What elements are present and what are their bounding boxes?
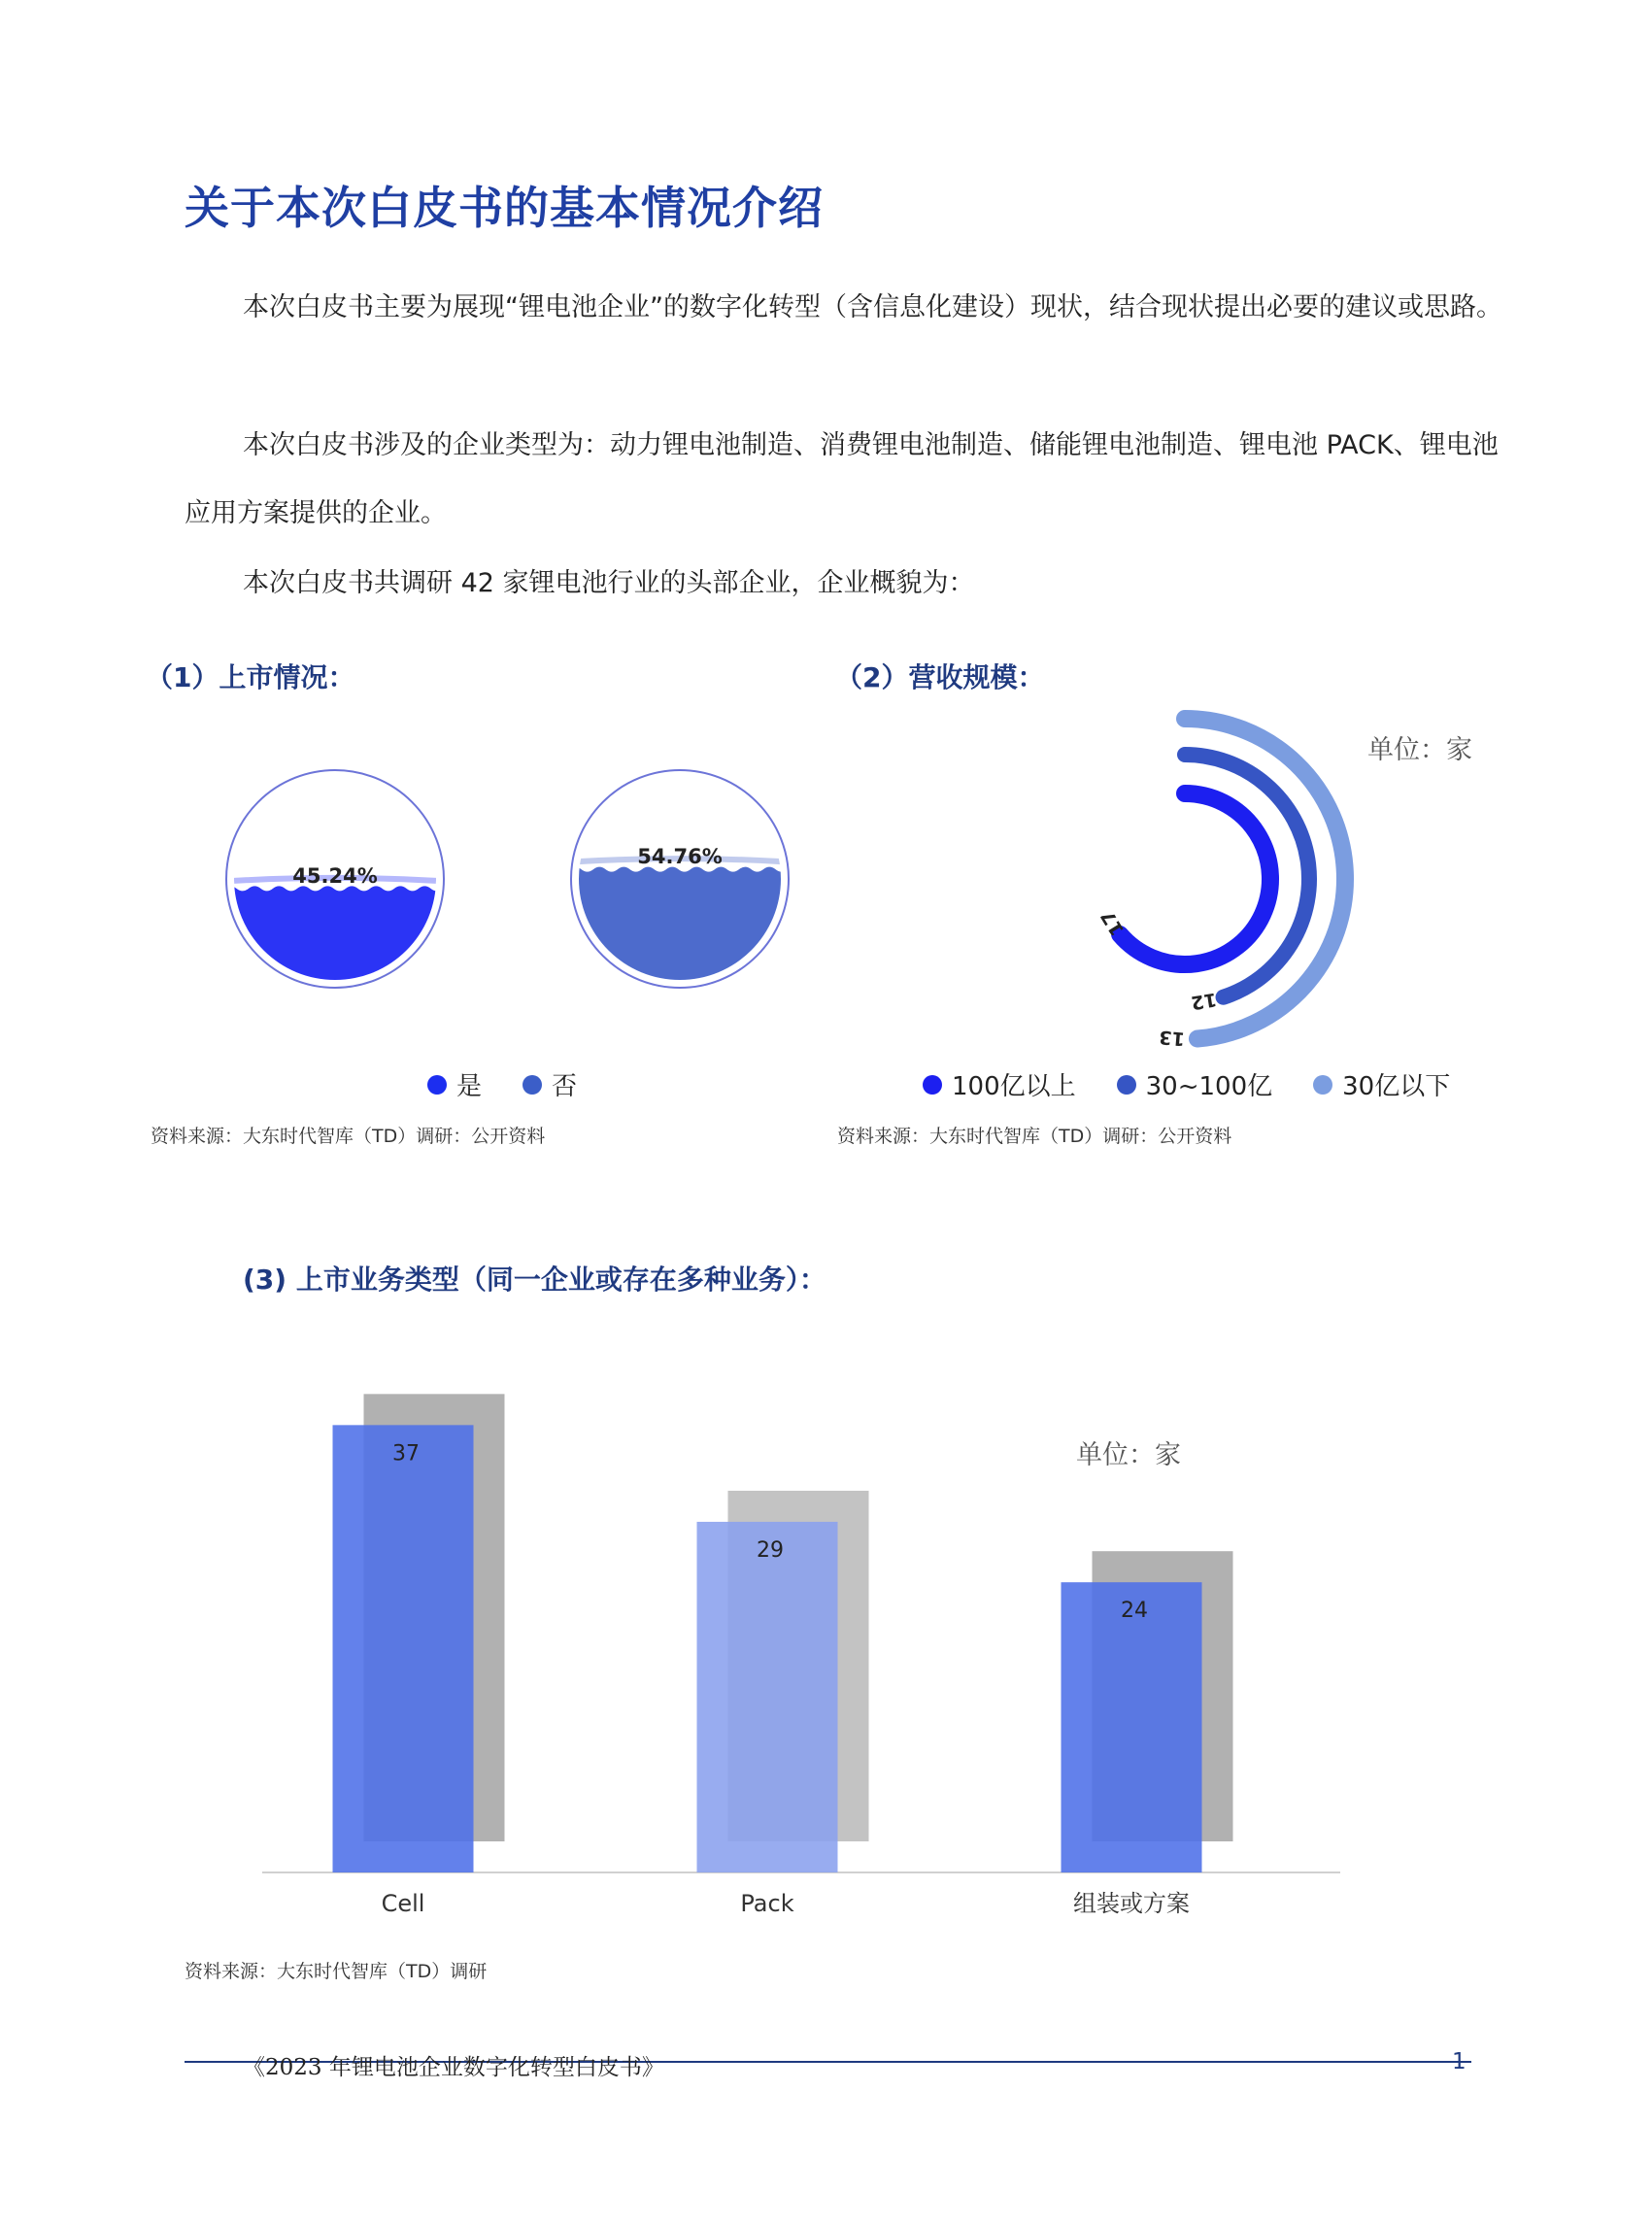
legend-item-unlisted (523, 1066, 577, 1102)
bars (333, 1394, 1233, 1917)
radial-value-label: 13 (1158, 1026, 1186, 1049)
bar (697, 1522, 838, 1872)
legend-dot (1117, 1075, 1136, 1095)
section1-heading: （1）上市情况： (146, 661, 355, 693)
section1-legend (427, 1066, 618, 1102)
legend-item-over-100 (923, 1066, 1076, 1102)
bar (1062, 1582, 1202, 1872)
radial-value-label: 17 (1096, 906, 1129, 940)
legend-item-under-30 (1313, 1066, 1450, 1102)
legend-item-30-100 (1117, 1066, 1273, 1102)
bar-value-label: 24 (1121, 1599, 1148, 1624)
paragraph-text: 本次白皮书共调研 42 家锂电池行业的头部企业，企业概貌为： (243, 568, 975, 598)
value-label: 54.76% (637, 845, 723, 869)
legend-dot (923, 1075, 942, 1095)
legend-label: 30~100亿 (1145, 1072, 1273, 1101)
legend-dot (523, 1075, 542, 1095)
listing-liquid-chart (214, 758, 816, 1020)
business-bar-chart (243, 1321, 1360, 1942)
category-label: Pack (740, 1890, 794, 1917)
bar-value-label: 37 (392, 1441, 420, 1466)
radial-bar (1120, 793, 1270, 964)
page-title: 关于本次白皮书的基本情况介绍 (185, 182, 824, 234)
legend-dot (427, 1075, 447, 1095)
category-label: 组装或方案 (1073, 1890, 1190, 1917)
section3-unit: 单位：家 (1076, 1440, 1181, 1470)
value-label: 45.24% (292, 863, 378, 888)
section2-source: 资料来源：大东时代智库（TD）调研：公开资料 (837, 1126, 1232, 1147)
legend-label: 是 (456, 1072, 483, 1101)
paragraph-survey (185, 550, 1505, 618)
liquid-fill (569, 867, 812, 990)
bar (333, 1425, 474, 1872)
page-number: 1 (1452, 2049, 1467, 2074)
section3-heading: (3) 上市业务类型（同一企业或存在多种业务）： (243, 1264, 826, 1296)
legend-item-listed (427, 1066, 482, 1102)
radial-bars (1096, 719, 1345, 1049)
paragraph-types (185, 412, 1505, 548)
revenue-radial-chart (1068, 709, 1379, 1049)
paragraph-text: 本次白皮书涉及的企业类型为：动力锂电池制造、消费锂电池制造、储能锂电池制造、锂电池 PACK、锂电池应用方案提供的企业。 (185, 430, 1499, 528)
legend-label: 100亿以上 (952, 1072, 1076, 1101)
radial-value-label: 12 (1189, 988, 1219, 1014)
bar-value-label: 29 (757, 1537, 784, 1563)
section3-source: 资料来源：大东时代智库（TD）调研 (185, 1961, 488, 1982)
liquid-ball-listed (224, 770, 467, 990)
legend-label: 30亿以下 (1342, 1072, 1451, 1101)
liquid-fill (224, 886, 467, 990)
section1-source: 资料来源：大东时代智库（TD）调研：公开资料 (151, 1126, 546, 1147)
section2-heading: （2）营收规模： (835, 661, 1045, 693)
liquid-ball-unlisted (569, 770, 812, 990)
footer-title: 《2023 年锂电池企业数字化转型白皮书》 (243, 2055, 664, 2080)
section2-unit: 单位：家 (1367, 735, 1472, 765)
category-label: Cell (381, 1890, 425, 1917)
section2-legend (923, 1066, 1491, 1102)
paragraph-intro (185, 274, 1505, 342)
paragraph-text: 本次白皮书主要为展现“锂电池企业”的数字化转型（含信息化建设）现状，结合现状提出必要的建议或思路。 (243, 292, 1502, 322)
legend-dot (1313, 1075, 1332, 1095)
legend-label: 否 (552, 1072, 578, 1101)
